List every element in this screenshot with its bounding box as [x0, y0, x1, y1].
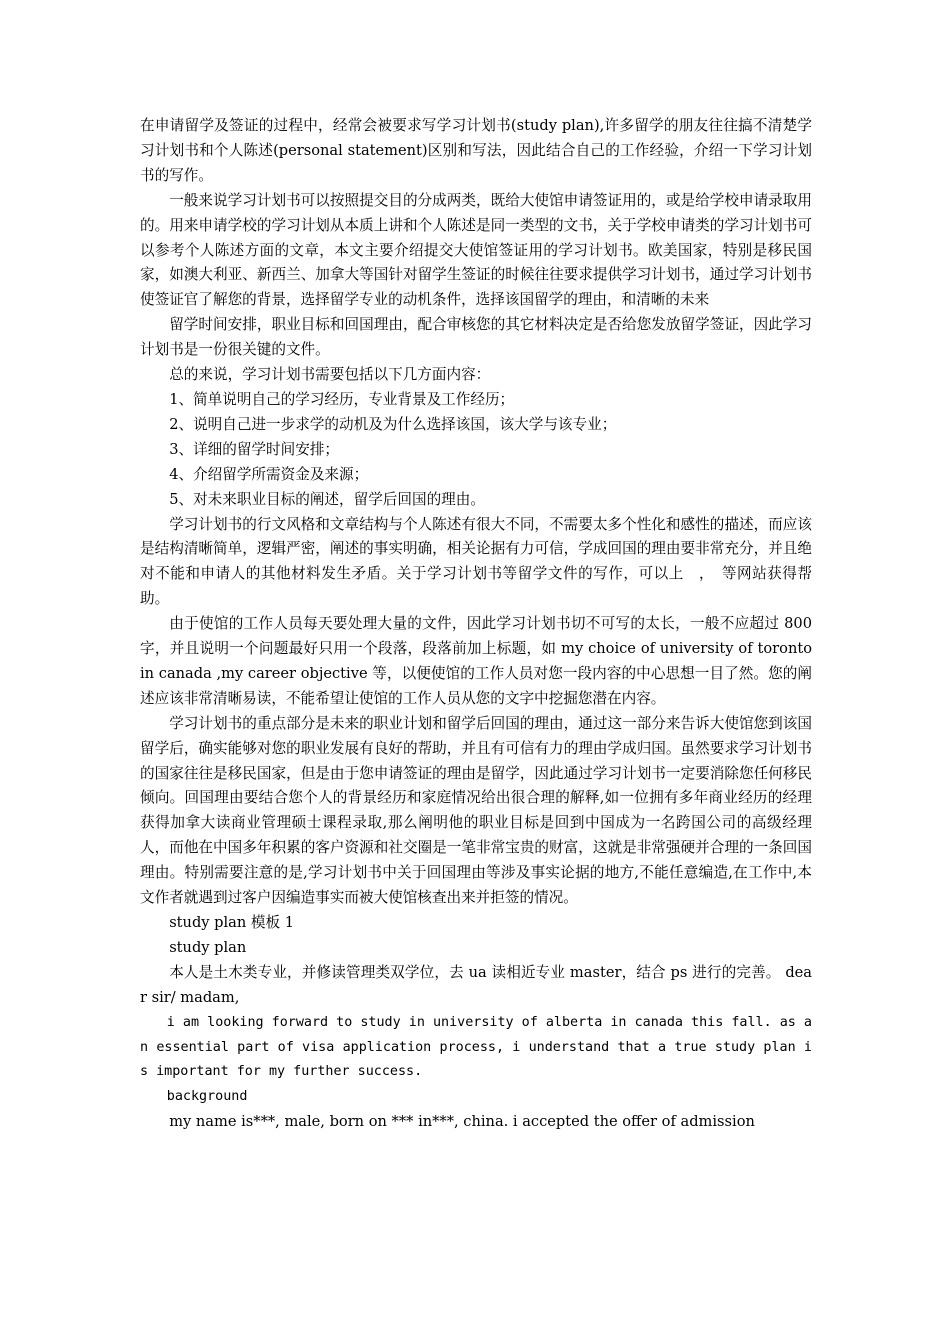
author-note-paragraph: 本人是土木类专业，并修读管理类双学位，去 ua 读相近专业 master，结合 ps 进行的完善。 dear sir/ madam,: [140, 963, 812, 1006]
study-plan-title: study plan: [169, 938, 247, 956]
list-item-4: 4、介绍留学所需资金及来源；: [169, 465, 369, 483]
visa-purpose-paragraph: 留学时间安排，职业目标和回国理由，配合审核您的其它材料决定是否给您发放留学签证，因此学习计划书是一份很关键的文件。: [140, 316, 812, 359]
style-paragraph: 学习计划书的行文风格和文章结构与个人陈述有很大不同，不需要太多个性化和感性的描述，而应该是结构清晰简单，逻辑严密，阐述的事实明确，相关论据有力可信，学成回国的理由要非常充分，并且绝对不能和申请人的其他材料发生矛盾。关于学习计划书等留学文件的写作，可以上 ， 等网站获得帮助。: [140, 515, 812, 608]
list-item-2: 2、说明自己进一步求学的动机及为什么选择该国，该大学与该专业；: [169, 415, 617, 433]
background-paragraph: my name is***, male, born on *** in***, china. i accepted the offer of admission: [169, 1113, 755, 1131]
list-item-3: 3、详细的留学时间安排；: [169, 440, 340, 458]
letter-opening-paragraph: i am looking forward to study in university of alberta in canada this fall. as an essential part of visa application process, i understand that a true study plan is important for my further success.: [140, 1014, 812, 1080]
intro-paragraph: 在申请留学及签证的过程中，经常会被要求写学习计划书(study plan),许多留学的朋友往往搞不清楚学习计划书和个人陈述(personal statement)区别和写法，因此结合自己的工作经验，介绍一下学习计划书的写作。: [140, 117, 812, 184]
length-paragraph: 由于使馆的工作人员每天要处理大量的文件，因此学习计划书切不可写的太长，一般不应超过 800 字，并且说明一个问题最好只用一个段落，段落前加上标题，如 my choice of university of toronto in canada ,my career objective 等，以便使馆的工作人员对您一段内容的中心思想一目了然。您的阐述应该非常清晰易读，不能希望让使馆的工作人员从您的文字中挖掘您潜在内容。: [140, 615, 812, 707]
contents-intro-paragraph: 总的来说，学习计划书需要包括以下几方面内容：: [169, 366, 491, 384]
template-heading: study plan 模板 1: [169, 914, 295, 931]
key-section-paragraph: 学习计划书的重点部分是未来的职业计划和留学后回国的理由，通过这一部分来告诉大使馆您到该国留学后，确实能够对您的职业发展有良好的帮助，并且有可信有力的理由学成归国。虽然要求学习计划书的国家往往是移民国家，但是由于您申请签证的理由是留学，因此通过学习计划书一定要消除您任何移民倾向。回国理由要结合您个人的背景经历和家庭情况给出很合理的解释,如一位拥有多年商业经历的经理获得加拿大读商业管理硕士课程录取,那么阐明他的职业目标是回到中国成为一名跨国公司的高级经理人，而他在中国多年积累的客户资源和社交圈是一笔非常宝贵的财富，这就是非常强硬并合理的一条回国理由。特别需要注意的是,学习计划书中关于回国理由等涉及事实论据的地方,不能任意编造,在工作中,本文作者就遇到过客户因编造事实而被大使馆核查出来并拒签的情况。: [140, 714, 812, 907]
background-heading: background: [166, 1089, 248, 1105]
list-item-5: 5、对未来职业目标的阐述，留学后回国的理由。: [169, 490, 485, 508]
types-paragraph: 一般来说学习计划书可以按照提交目的分成两类，既给大使馆申请签证用的，或是给学校申请录取用的。用来申请学校的学习计划从本质上讲和个人陈述是同一类型的文书，关于学校申请类的学习计划书可以参考个人陈述方面的文章，本文主要介绍提交大使馆签证用的学习计划书。欧美国家，特别是移民国家，如澳大利亚、新西兰、加拿大等国针对留学生签证的时候往往要求提供学习计划书，通过学习计划书使签证官了解您的背景，选择留学专业的动机条件，选择该国留学的理由，和清晰的未来: [140, 191, 812, 309]
document-page: [140, 114, 812, 1135]
list-item-1: 1、简单说明自己的学习经历，专业背景及工作经历；: [169, 390, 515, 408]
